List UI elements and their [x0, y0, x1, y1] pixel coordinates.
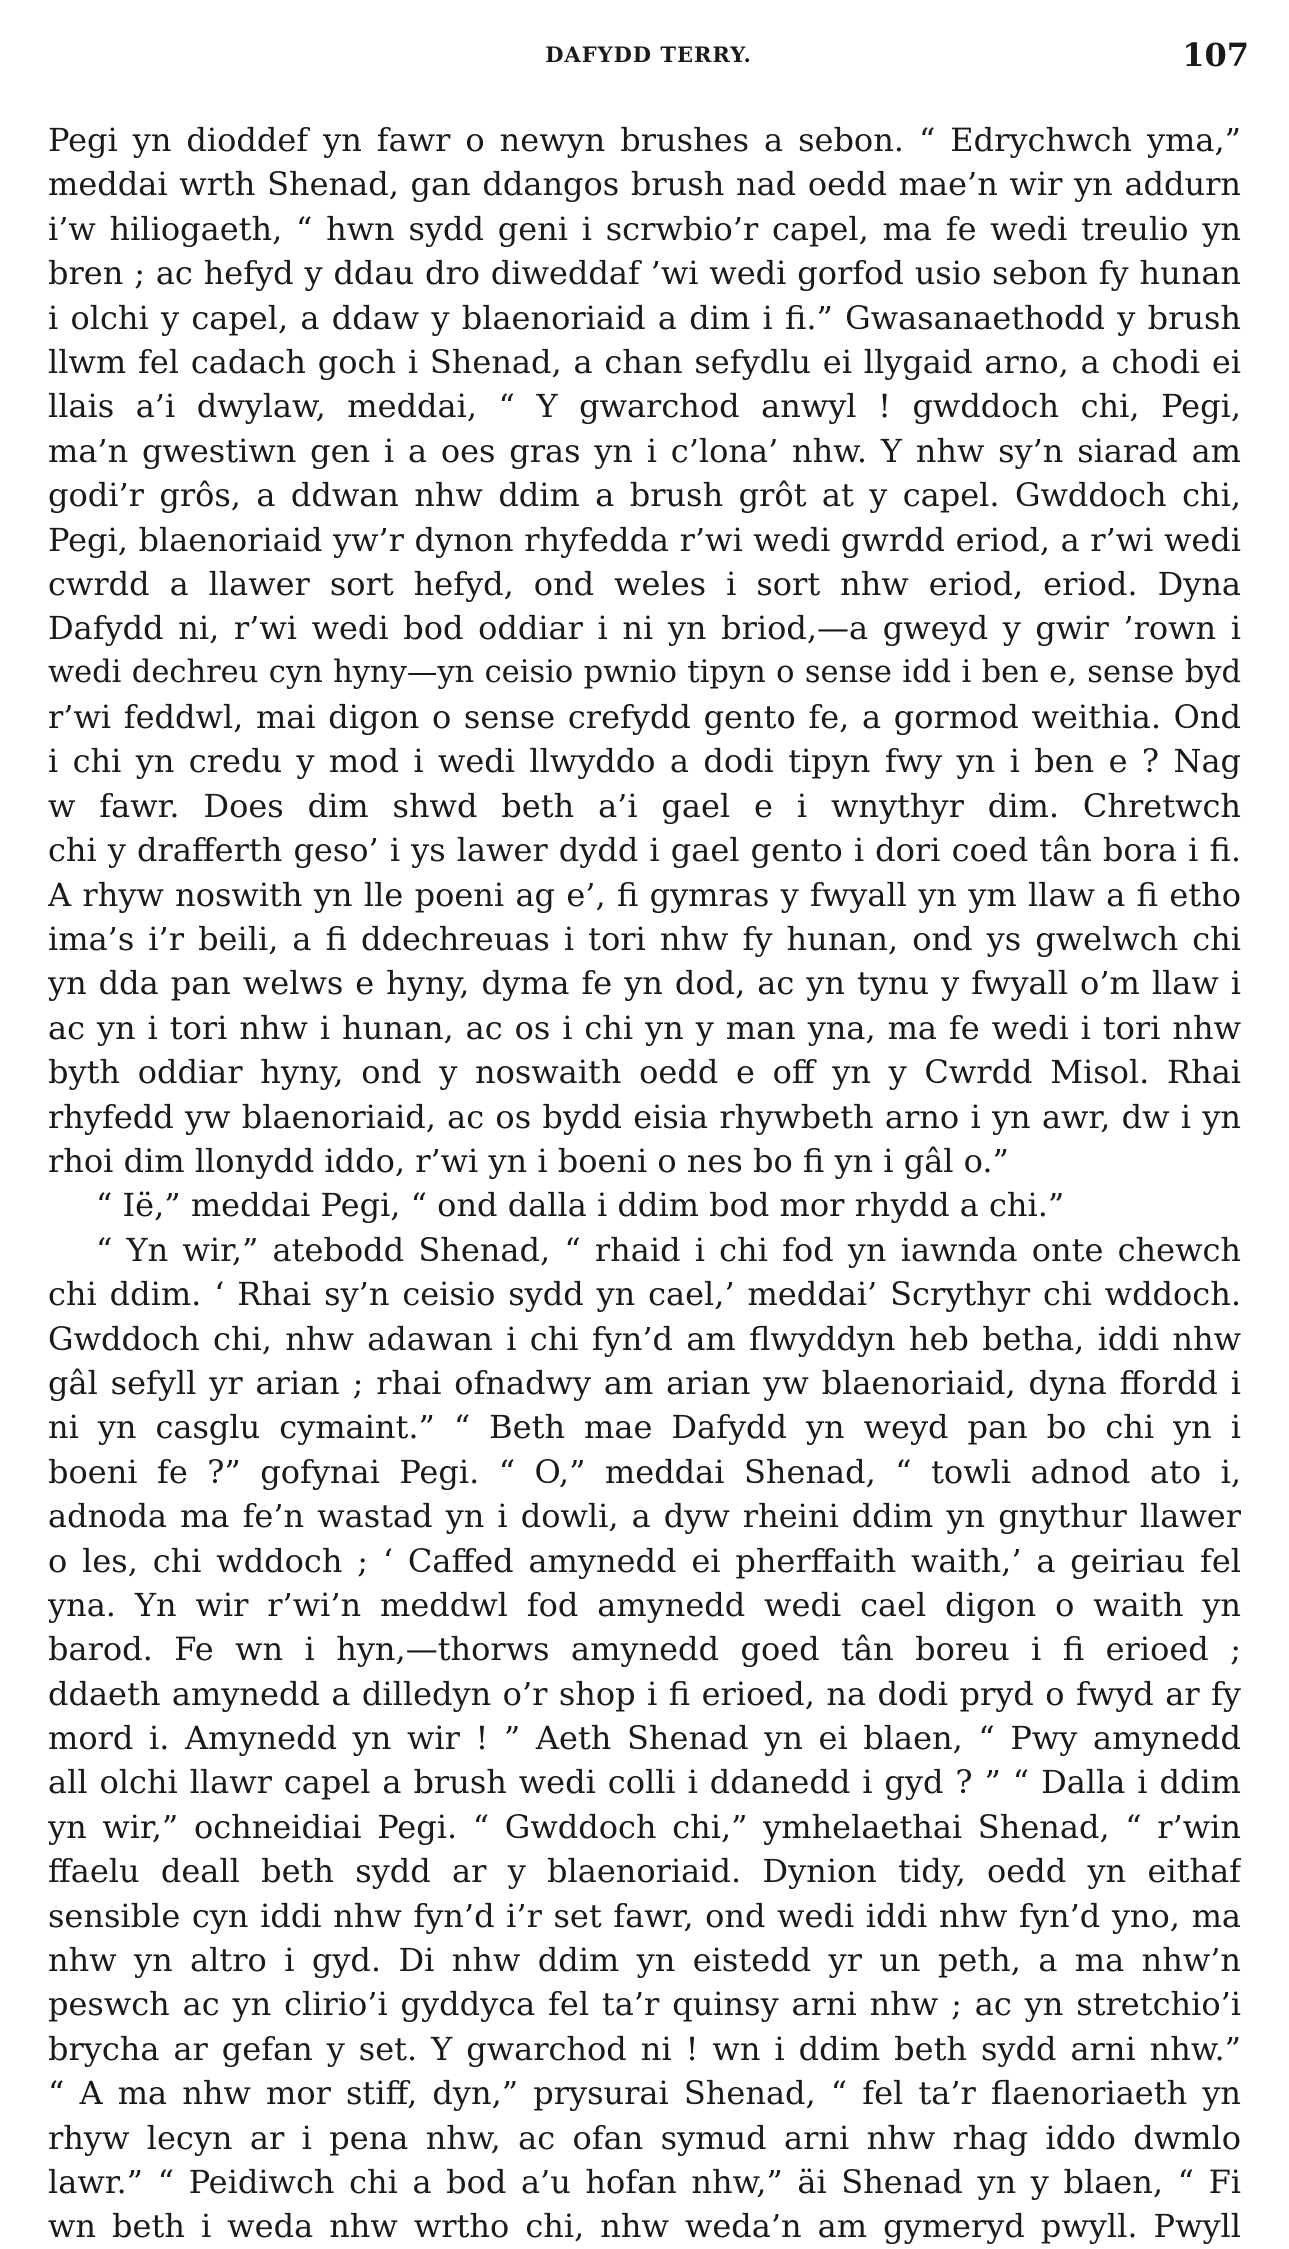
- text-line: llwm fel cadach goch i Shenad, a chan sefydlu ei llygaid arno, a chodi ei: [48, 342, 1241, 381]
- text-line: cwrdd a llawer sort hefyd, ond weles i sort nhw eriod, eriod. Dyna: [48, 564, 1241, 603]
- text-line: ffaelu deall beth sydd ar y blaenoriaid. Dynion tidy, oedd yn eithaf: [48, 1852, 1241, 1891]
- text-line: adnoda ma fe’n wastad yn i dowli, a dyw rheini ddim yn gnythur llawer: [48, 1497, 1241, 1536]
- text-line: yn dda pan welws e hyny, dyma fe yn dod, ac yn tynu y fwyall o’m llaw i: [48, 964, 1241, 1003]
- text-line: bren ; ac hefyd y ddau dro diweddaf ’wi wedi gorfod usio sebon fy hunan: [48, 254, 1241, 293]
- text-line: wn beth i weda nhw wrtho chi, nhw weda’n am gymeryd pwyll. Pwyll: [48, 2207, 1241, 2246]
- text-line: Pegi, blaenoriaid yw’r dynon rhyfedda r’wi wedi gwrdd eriod, a r’wi wedi: [48, 520, 1241, 559]
- text-line: boeni fe ?” gofynai Pegi. “ O,” meddai Shenad, “ towli adnod ato i,: [48, 1452, 1241, 1491]
- text-line: ni yn casglu cymaint.” “ Beth mae Dafydd yn weyd pan bo chi yn i: [48, 1408, 1241, 1447]
- text-line: llais a’i dwylaw, meddai, “ Y gwarchod anwyl ! gwddoch chi, Pegi,: [48, 387, 1241, 426]
- text-line: godi’r grôs, a ddwan nhw ddim a brush grôt at y capel. Gwddoch chi,: [48, 476, 1241, 515]
- text-line: “ Yn wir,” atebodd Shenad, “ rhaid i chi fod yn iawnda onte chewch: [96, 1230, 1241, 1269]
- text-line: gâl sefyll yr arian ; rhai ofnadwy am arian yw blaenoriaid, dyna ffordd i: [48, 1363, 1241, 1402]
- text-line: “ A ma nhw mor stiff, dyn,” prysurai Shenad, “ fel ta’r flaenoriaeth yn: [48, 2074, 1241, 2113]
- text-line: barod. Fe wn i hyn,—thorws amynedd goed tân boreu i fi erioed ;: [48, 1630, 1241, 1669]
- text-line: i chi yn credu y mod i wedi llwyddo a dodi tipyn fwy yn i ben e ? Nag: [48, 742, 1241, 781]
- text-line: ac yn i tori nhw i hunan, ac os i chi yn y man yna, ma fe wedi i tori nhw: [48, 1008, 1241, 1047]
- body-text: [48, 118, 1241, 2249]
- text-line: lawr.” “ Peidiwch chi a bod a’u hofan nhw,” äi Shenad yn y blaen, “ Fi: [48, 2162, 1241, 2201]
- text-line: ddaeth amynedd a dilledyn o’r shop i fi erioed, na dodi pryd o fwyd ar fy: [48, 1674, 1241, 1713]
- text-line: wedi dechreu cyn hyny—yn ceisio pwnio tipyn o sense idd i ben e, sense byd: [48, 654, 1241, 690]
- running-title: DAFYDD TERRY.: [545, 42, 752, 67]
- running-head: [48, 36, 1249, 76]
- text-line: ima’s i’r beili, a fi ddechreuas i tori nhw fy hunan, ond ys gwelwch chi: [48, 920, 1241, 959]
- text-line: byth oddiar hyny, ond y noswaith oedd e off yn y Cwrdd Misol. Rhai: [48, 1053, 1241, 1092]
- text-line: sensible cyn iddi nhw fyn’d i’r set fawr, ond wedi iddi nhw fyn’d yno, ma: [48, 1896, 1241, 1935]
- text-line: Pegi yn dioddef yn fawr o newyn brushes a sebon. “ Edrychwch yma,”: [48, 121, 1241, 159]
- text-line: “ Ië,” meddai Pegi, “ ond dalla i ddim bod mor rhydd a chi.”: [96, 1186, 1065, 1225]
- text-line: o les, chi wddoch ; ‘ Caffed amynedd ei pherffaith waith,’ a geiriau fel: [48, 1541, 1241, 1580]
- text-line: rhoi dim llonydd iddo, r’wi yn i boeni o nes bo fi yn i gâl o.”: [48, 1141, 1009, 1180]
- text-line: rhyfedd yw blaenoriaid, ac os bydd eisia rhywbeth arno i yn awr, dw i yn: [48, 1097, 1241, 1136]
- page-number: 107: [1182, 36, 1249, 74]
- text-line: A rhyw noswith yn lle poeni ag e’, fi gymras y fwyall yn ym llaw a fi etho: [48, 875, 1241, 914]
- text-line: chi ddim. ‘ Rhai sy’n ceisio sydd yn cael,’ meddai’ Scrythyr chi wddoch.: [48, 1275, 1241, 1314]
- text-line: Gwddoch chi, nhw adawan i chi fyn’d am flwyddyn heb betha, iddi nhw: [48, 1319, 1241, 1358]
- text-line: mord i. Amynedd yn wir ! ” Aeth Shenad yn ei blaen, “ Pwy amynedd: [48, 1719, 1241, 1758]
- text-line: i’w hiliogaeth, “ hwn sydd geni i scrwbio’r capel, ma fe wedi treulio yn: [48, 209, 1241, 248]
- text-line: yna. Yn wir r’wi’n meddwl fod amynedd wedi cael digon o waith yn: [48, 1585, 1241, 1624]
- text-line: rhyw lecyn ar i pena nhw, ac ofan symud arni nhw rhag iddo dwmlo: [48, 2118, 1241, 2157]
- text-line: peswch ac yn clirio’i gyddyca fel ta’r quinsy arni nhw ; ac yn stretchio’i: [48, 1985, 1241, 2024]
- text-line: brycha ar gefan y set. Y gwarchod ni ! wn i ddim beth sydd arni nhw.”: [48, 2029, 1241, 2068]
- text-line: w fawr. Does dim shwd beth a’i gael e i wnythyr dim. Chretwch: [48, 786, 1241, 825]
- text-line: yn wir,” ochneidiai Pegi. “ Gwddoch chi,” ymhelaethai Shenad, “ r’win: [48, 1807, 1241, 1846]
- text-line: r’wi feddwl, mai digon o sense crefydd gento fe, a gormod weithia. Ond: [48, 698, 1241, 737]
- text-line: chi y drafferth geso’ i ys lawer dydd i gael gento i dori coed tân bora i fi.: [48, 831, 1241, 870]
- text-line: ma’n gwestiwn gen i a oes gras yn i c’lona’ nhw. Y nhw sy’n siarad am: [48, 431, 1241, 470]
- text-line: meddai wrth Shenad, gan ddangos brush nad oedd mae’n wir yn addurn: [48, 165, 1241, 204]
- text-line: all olchi llawr capel a brush wedi colli i ddanedd i gyd ? ” “ Dalla i ddim: [48, 1763, 1241, 1802]
- text-line: nhw yn altro i gyd. Di nhw ddim yn eistedd yr un peth, a ma nhw’n: [48, 1941, 1241, 1980]
- text-line: Dafydd ni, r’wi wedi bod oddiar i ni yn briod,—a gweyd y gwir ’rown i: [48, 609, 1241, 648]
- text-line: i olchi y capel, a ddaw y blaenoriaid a dim i fi.” Gwasanaethodd y brush: [48, 298, 1241, 337]
